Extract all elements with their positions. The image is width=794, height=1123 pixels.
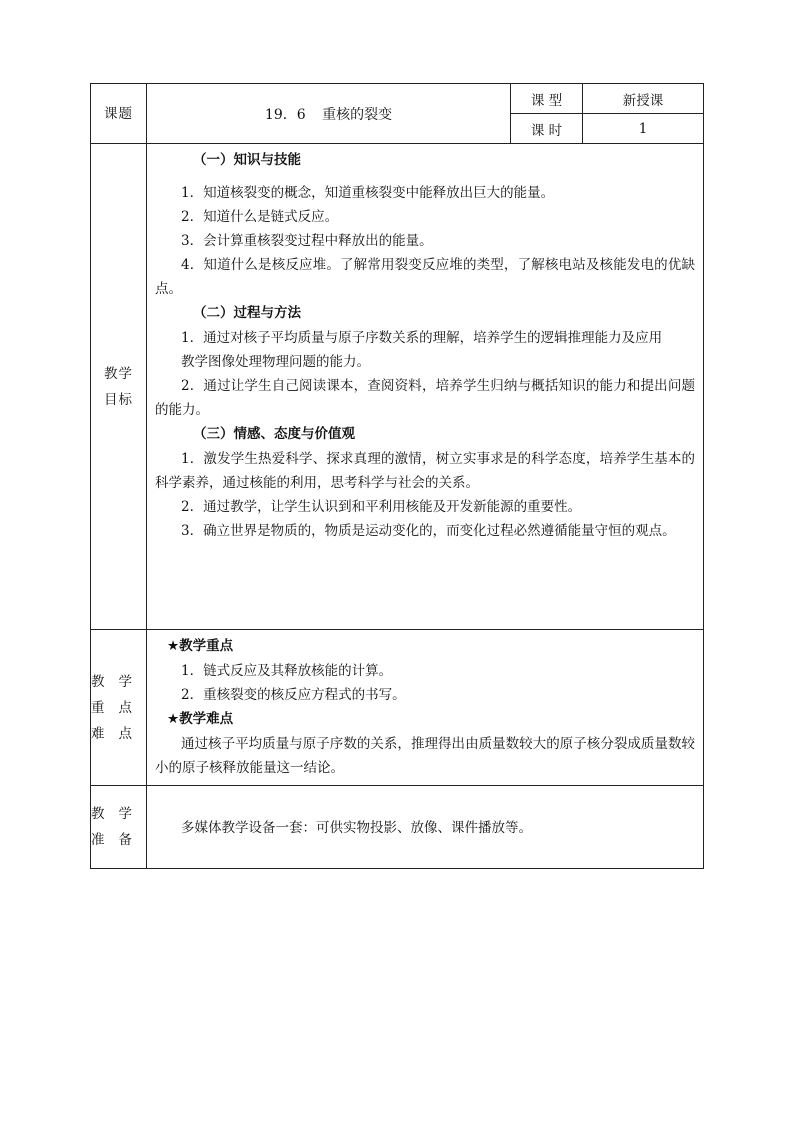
- focus-item: 1．链式反应及其释放核能的计算。: [181, 663, 393, 679]
- course-label-cell: [91, 84, 147, 144]
- knowledge-item: 4．知道什么是核反应堆。了解常用裂变反应堆的类型，了解核电站及核能发电的优缺点。: [155, 257, 695, 297]
- objectives-label-line2: 目标: [104, 391, 133, 408]
- keypoints-label-line2: 重点: [91, 699, 146, 716]
- emotion-item: 2．通过教学，让学生认识到和平利用核能及开发新能源的重要性。: [181, 499, 582, 515]
- keypoints-label-line1: 教学: [91, 673, 146, 690]
- preparation-text: 多媒体教学设备一套：可供实物投影、放像、课件播放等。: [181, 819, 532, 836]
- process-item: 2．通过让学生自己阅读课本，查阅资料，培养学生归纳与概括知识的能力和提出问题的能力。: [155, 378, 695, 418]
- focus-heading: ★教学重点: [167, 638, 234, 654]
- process-heading: （二）过程与方法: [193, 305, 301, 321]
- keypoints-content: [147, 630, 704, 786]
- lesson-title-cell: [147, 84, 511, 144]
- process-item: 教学图像处理物理问题的能力。: [181, 354, 370, 370]
- knowledge-item: 2．知道什么是链式反应。: [181, 209, 339, 225]
- difficulty-heading: ★教学难点: [167, 711, 234, 727]
- type-value: 新授课: [622, 92, 664, 109]
- lesson-title: 重核的裂变: [322, 106, 393, 123]
- process-item: 1．通过对核子平均质量与原子序数关系的理解，培养学生的逻辑推理能力及应用: [181, 330, 663, 346]
- focus-item: 2．重核裂变的核反应方程式的书写。: [181, 687, 406, 703]
- keypoints-label-cell: [91, 630, 147, 786]
- hours-value-cell: [583, 114, 704, 144]
- lesson-plan-table: [90, 83, 704, 869]
- preparation-label-line2: 准备: [91, 832, 146, 848]
- preparation-label-line1: 教学: [91, 806, 146, 822]
- emotion-item: 3．确立世界是物质的，物质是运动变化的，而变化过程必然遵循能量守恒的观点。: [181, 523, 676, 539]
- emotion-item: 1．激发学生热爱科学、探求真理的激情，树立实事求是的科学态度，培养学生基本的科学素养，通过核能的利用，思考科学与社会的关系。: [155, 451, 695, 491]
- type-value-cell: [583, 84, 704, 114]
- difficulty-text: 通过核子平均质量与原子序数的关系，推理得出由质量数较大的原子核分裂成质量数较小的原子核释放能量这一结论。: [155, 736, 695, 776]
- hours-label-cell: [511, 114, 583, 144]
- knowledge-heading: （一）知识与技能: [193, 152, 301, 168]
- preparation-label-cell: [91, 786, 147, 869]
- keypoints-label-line3: 难点: [91, 725, 146, 742]
- objectives-label-cell: [91, 144, 147, 630]
- type-label: 课 型: [530, 92, 563, 109]
- knowledge-item: 1．知道核裂变的概念，知道重核裂变中能释放出巨大的能量。: [181, 185, 555, 201]
- knowledge-item: 3．会计算重核裂变过程中释放出的能量。: [181, 233, 433, 249]
- lesson-number: 19．6: [264, 106, 306, 123]
- course-label: 课题: [104, 105, 133, 122]
- objectives-content: [147, 144, 704, 630]
- type-label-cell: [511, 84, 583, 114]
- objectives-label-line1: 教学: [104, 365, 133, 382]
- emotion-heading: （三）情感、态度与价值观: [193, 426, 355, 442]
- hours-label: 课 时: [530, 122, 563, 139]
- hours-value: 1: [638, 120, 648, 137]
- preparation-content: [147, 786, 704, 869]
